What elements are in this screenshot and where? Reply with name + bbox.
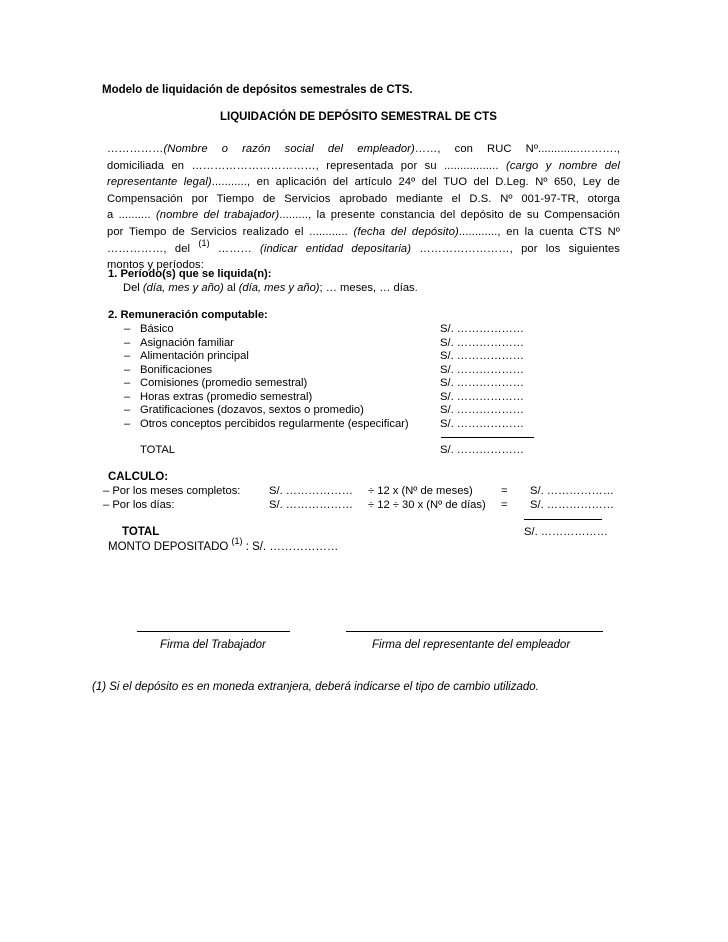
calc-days-amount: S/. ……………… [269, 499, 353, 511]
calc-months-label: – Por los meses completos: [103, 485, 241, 497]
calc-total-rule [524, 519, 602, 520]
calc-days-label: – Por los días: [103, 499, 175, 511]
calc-days-formula: ÷ 12 ÷ 30 x (Nº de días) [368, 499, 486, 511]
calc-days-result: S/. ……………… [530, 499, 614, 511]
calc-total-label: TOTAL [122, 526, 160, 538]
paragraph-line: Compensación por Tiempo de Servicios aprobado mediante el D.S. Nº 001-97-TR, otorga [107, 192, 620, 205]
remuneration-row: – Bonificaciones S/. ……………… [124, 363, 524, 376]
remuneration-row: – Otros conceptos percibidos regularmente (especificar) S/. ……………… [124, 417, 524, 430]
footnote-ref: (1) [231, 536, 243, 546]
worker-signature-line [137, 631, 290, 632]
paragraph-line: representante legal)..........., en aplicación del artículo 24º del TUO del D.Leg. Nº 650, Ley de [107, 176, 620, 189]
calc-months-result: S/. ……………… [530, 485, 614, 497]
subtotal-rule [441, 437, 534, 438]
employer-signature-line [346, 631, 603, 632]
calc-months-formula: ÷ 12 x (Nº de meses) [368, 485, 473, 497]
document-title: LIQUIDACIÓN DE DEPÓSITO SEMESTRAL DE CTS [220, 111, 497, 123]
remuneration-row: – Comisiones (promedio semestral) S/. ……………… [124, 377, 524, 389]
main-paragraph [107, 141, 620, 274]
paragraph-line: ……………(Nombre o razón social del empleador)……, con RUC Nº.............………., [107, 143, 620, 155]
model-title: Modelo de liquidación de depósitos semestrales de CTS. [102, 84, 413, 96]
remuneration-row: – Alimentación principal S/. ……………… [124, 350, 524, 362]
remuneration-total-label: TOTAL [140, 444, 176, 456]
remuneration-row: – Horas extras (promedio semestral) S/. ……………… [124, 390, 524, 403]
monto-depositado: MONTO DEPOSITADO $^{(1)}$ : S/. ……………… [108, 536, 339, 553]
paragraph-line: ……………, del $^{(1)}$ ……… (indicar entidad depositaria) ……………………, por los siguientes [107, 237, 621, 255]
footnote: (1) Si el depósito es en moneda extranjera, deberá indicarse el tipo de cambio utilizado. [92, 681, 539, 693]
calc-months-amount: S/. ……………… [269, 485, 353, 497]
section2-heading: 2. Remuneración computable: [108, 309, 268, 321]
paragraph-line: domiciliada en ……………………………, representada por su ................. (cargo y nombre del [107, 159, 620, 172]
worker-signature-label: Firma del Trabajador [160, 639, 266, 651]
calc-total-amount: S/. ……………… [524, 526, 608, 538]
remuneration-row: – Asignación familiar S/. ……………… [124, 336, 524, 349]
footnote-ref: (1) [198, 237, 210, 248]
calc-months-equals: = [501, 485, 508, 497]
calculo-heading: CALCULO: [108, 471, 169, 483]
paragraph-line: a .......... (nombre del trabajador)........., la presente constancia del depósito de su Compensación [107, 209, 620, 222]
section1-heading: 1. Período(s) que se liquida(n): [108, 268, 272, 280]
period-line: Del (día, mes y año) al (día, mes y año); … meses, … días. [123, 282, 418, 294]
paragraph-line: montos y períodos: [107, 259, 204, 272]
remuneration-total-amount: S/. ……………… [440, 444, 524, 456]
paragraph-line: por Tiempo de Servicios realizado el ............ (fecha del depósito)............, en la cuenta CTS Nº [107, 225, 620, 238]
remuneration-row: – Básico S/. ……………… [124, 323, 524, 335]
employer-signature-label: Firma del representante del empleador [372, 639, 571, 651]
remuneration-row: – Gratificaciones (dozavos, sextos o promedio) S/. ……………… [124, 404, 524, 416]
calc-days-equals: = [501, 499, 508, 511]
